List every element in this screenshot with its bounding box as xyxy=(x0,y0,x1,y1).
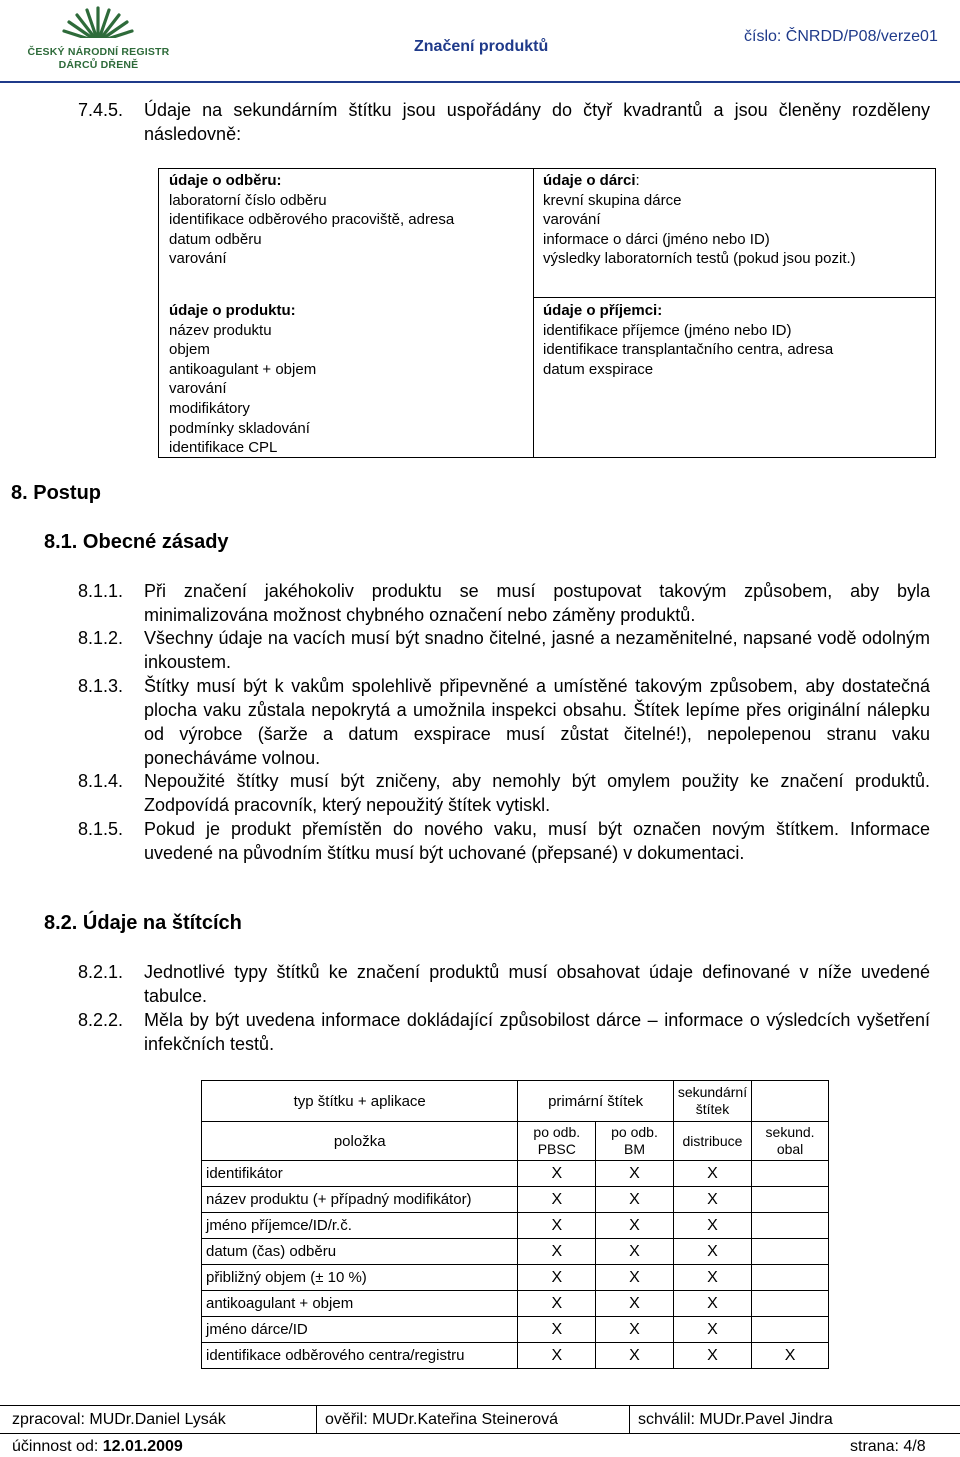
quadrant-line: modifikátory xyxy=(169,399,250,417)
cell-bm: X xyxy=(596,1161,674,1187)
table-row xyxy=(202,1317,829,1343)
table-row xyxy=(202,1161,829,1187)
footer-approved-by: schválil: MUDr.Pavel Jindra xyxy=(638,1411,833,1428)
header-bm: po odb. BM xyxy=(596,1122,674,1161)
quadrant-line: antikoagulant + objem xyxy=(169,360,317,378)
quadrant-line: název produktu xyxy=(169,321,272,339)
cell-outer-package: X xyxy=(752,1343,829,1369)
cell-pbsc: X xyxy=(518,1213,596,1239)
cell-bm: X xyxy=(596,1265,674,1291)
quadrant-heading: údaje o odběru: xyxy=(169,172,282,189)
item-text: Všechny údaje na vacích musí být snadno čitelné, jasné a nezaměnitelné, napsané vodě odolným inkoustem. xyxy=(144,628,930,672)
quadrant-divider-vertical xyxy=(533,169,534,457)
quadrant-line: datum odběru xyxy=(169,230,262,248)
quadrant-heading-row xyxy=(543,171,856,191)
item-number: 8.1.3. xyxy=(78,676,124,696)
cell-distribution: X xyxy=(673,1343,751,1369)
cell-outer-package xyxy=(752,1265,829,1291)
header-empty xyxy=(752,1081,829,1122)
table-header-row xyxy=(202,1122,829,1161)
item-number: 8.1.1. xyxy=(78,581,124,601)
cell-pbsc: X xyxy=(518,1239,596,1265)
logo-text-line1: ČESKÝ NÁRODNÍ REGISTR xyxy=(27,46,170,58)
header-item: položka xyxy=(202,1122,518,1161)
row-item: přibližný objem (± 10 %) xyxy=(202,1265,518,1291)
table-row xyxy=(202,1265,829,1291)
heading-colon: : xyxy=(635,172,640,189)
header-divider xyxy=(0,81,960,83)
header-primary: primární štítek xyxy=(518,1081,673,1122)
cell-outer-package xyxy=(752,1239,829,1265)
quadrant-line: identifikace odběrového pracoviště, adresa xyxy=(169,211,455,229)
sun-rays-icon xyxy=(26,2,171,46)
cell-pbsc: X xyxy=(518,1317,596,1343)
header-type: typ štítku + aplikace xyxy=(202,1081,518,1122)
quadrant-line: laboratorní číslo odběru xyxy=(169,191,327,209)
footer-separator xyxy=(629,1406,630,1433)
cell-bm: X xyxy=(596,1187,674,1213)
item-text: Měla by být uvedena informace dokládající způsobilost dárce – informace o výsledcích vyšetření infekčních testů. xyxy=(144,1010,930,1054)
cell-outer-package xyxy=(752,1187,829,1213)
subsection-heading: 8.1. Obecné zásady xyxy=(44,531,229,553)
quadrant-line: identifikace CPL xyxy=(169,439,278,457)
cell-bm: X xyxy=(596,1213,674,1239)
footer-divider-top xyxy=(0,1405,960,1406)
cell-pbsc: X xyxy=(518,1343,596,1369)
quadrant-heading: údaje o dárci xyxy=(543,172,636,189)
row-item: identifikace odběrového centra/registru xyxy=(202,1343,518,1369)
cell-outer-package xyxy=(752,1291,829,1317)
cell-bm: X xyxy=(596,1291,674,1317)
quadrant-line: výsledky laboratorních testů (pokud jsou pozit.) xyxy=(543,250,856,268)
cell-outer-package xyxy=(752,1317,829,1343)
item-number: 8.2.2. xyxy=(78,1010,124,1030)
footer-effective-date xyxy=(12,1438,183,1456)
quadrant-line: identifikace transplantačního centra, adresa xyxy=(543,341,834,359)
label-data-table xyxy=(201,1080,829,1369)
cell-pbsc: X xyxy=(518,1161,596,1187)
quadrant-line: podmínky skladování xyxy=(169,419,310,437)
cell-bm: X xyxy=(596,1239,674,1265)
item-text: Při značení jakéhokoliv produktu se musí postupovat takovým způsobem, aby byla minimalizována možnost chybného označení nebo záměny produktů. xyxy=(144,581,930,625)
quadrant-line: objem xyxy=(169,341,210,359)
quadrant-recipient xyxy=(543,301,833,379)
table-row xyxy=(202,1187,829,1213)
cell-outer-package xyxy=(752,1161,829,1187)
table-row xyxy=(202,1291,829,1317)
quadrant-donor xyxy=(543,171,856,269)
cell-bm: X xyxy=(596,1317,674,1343)
item-text: Štítky musí být k vakům spolehlivě připevněné a umístěné takovým způsobem, aby dostatečná plocha vaku zůstala nepokrytá a umožnila inspekci obsahu. Štítek lepíme přes originální nálepku od výrobce (šarže a datum exspirace musí zůstat čitelné!), nepolepenou stranu vaku ponecháváme volnou. xyxy=(144,676,930,768)
cell-distribution: X xyxy=(673,1265,751,1291)
cell-pbsc: X xyxy=(518,1291,596,1317)
cell-distribution: X xyxy=(673,1161,751,1187)
quadrant-line: varování xyxy=(543,211,601,229)
quadrant-heading: údaje o příjemci: xyxy=(543,302,663,319)
effective-label: účinnost od: xyxy=(12,1438,103,1455)
row-item: antikoagulant + objem xyxy=(202,1291,518,1317)
quadrant-line: krevní skupina dárce xyxy=(543,191,682,209)
cell-bm: X xyxy=(596,1343,674,1369)
cell-distribution: X xyxy=(673,1239,751,1265)
quadrant-line: datum exspirace xyxy=(543,360,654,378)
table-row xyxy=(202,1213,829,1239)
section-number: 7.4.5. xyxy=(78,100,124,120)
quadrant-product xyxy=(169,301,316,458)
row-item: identifikátor xyxy=(202,1161,518,1187)
table-header-row xyxy=(202,1081,829,1122)
header-secondary: sekundární štítek xyxy=(673,1081,751,1122)
quadrant-line: varování xyxy=(169,380,227,398)
footer-verified-by: ověřil: MUDr.Kateřina Steinerová xyxy=(325,1411,558,1428)
cell-pbsc: X xyxy=(518,1187,596,1213)
logo-text-line2: DÁRCŮ DŘENĚ xyxy=(58,59,139,71)
row-item: jméno dárce/ID xyxy=(202,1317,518,1343)
quadrant-line: identifikace příjemce (jméno nebo ID) xyxy=(543,321,792,339)
item-number: 8.2.1. xyxy=(78,962,124,982)
quadrant-line: informace o dárci (jméno nebo ID) xyxy=(543,230,770,248)
item-number: 8.1.2. xyxy=(78,628,124,648)
footer-separator xyxy=(316,1406,317,1433)
subsection-heading: 8.2. Údaje na štítcích xyxy=(44,912,242,934)
header-distribution: distribuce xyxy=(673,1122,751,1161)
effective-date-value: 12.01.2009 xyxy=(102,1438,183,1455)
item-number: 8.1.4. xyxy=(78,771,124,791)
quadrant-collection xyxy=(169,171,454,269)
header-pbsc: po odb. PBSC xyxy=(518,1122,596,1161)
document-number: číslo: ČNRDD/P08/verze01 xyxy=(744,28,938,45)
cell-distribution: X xyxy=(673,1317,751,1343)
item-text: Jednotlivé typy štítků ke značení produktů musí obsahovat údaje definované v níže uvedené tabulce. xyxy=(144,962,930,1006)
cell-pbsc: X xyxy=(518,1265,596,1291)
item-number: 8.1.5. xyxy=(78,819,124,839)
footer-page-number: strana: 4/8 xyxy=(850,1438,926,1455)
cell-outer-package xyxy=(752,1213,829,1239)
label-quadrants xyxy=(158,168,936,458)
section-paragraph: Údaje na sekundárním štítku jsou uspořádány do čtyř kvadrantů a jsou členěny rozděleny následovně: xyxy=(144,100,930,144)
quadrant-line: varování xyxy=(169,250,227,268)
row-item: jméno příjemce/ID/r.č. xyxy=(202,1213,518,1239)
row-item: název produktu (+ případný modifikátor) xyxy=(202,1187,518,1213)
table-row xyxy=(202,1239,829,1265)
quadrant-divider-horizontal xyxy=(533,297,935,298)
row-item: datum (čas) odběru xyxy=(202,1239,518,1265)
table-row xyxy=(202,1343,829,1369)
item-text: Pokud je produkt přemístěn do nového vaku, musí být označen novým štítkem. Informace uvedené na původním štítku musí být uchované (přepsané) v dokumentaci. xyxy=(144,819,930,863)
quadrant-heading: údaje o produktu: xyxy=(169,302,296,319)
cell-distribution: X xyxy=(673,1291,751,1317)
item-text: Nepoužité štítky musí být zničeny, aby nemohly být omylem použity ke značení produktů. Zodpovídá pracovník, který nepoužitý štítek vytiskl. xyxy=(144,771,930,815)
header-outer-package: sekund. obal xyxy=(752,1122,829,1161)
registry-logo xyxy=(26,2,171,74)
document-title: Značení produktů xyxy=(414,38,549,55)
section-heading: 8. Postup xyxy=(11,482,102,504)
cell-distribution: X xyxy=(673,1187,751,1213)
footer-divider-bottom xyxy=(0,1433,960,1434)
footer-prepared-by: zpracoval: MUDr.Daniel Lysák xyxy=(12,1411,226,1428)
cell-distribution: X xyxy=(673,1213,751,1239)
